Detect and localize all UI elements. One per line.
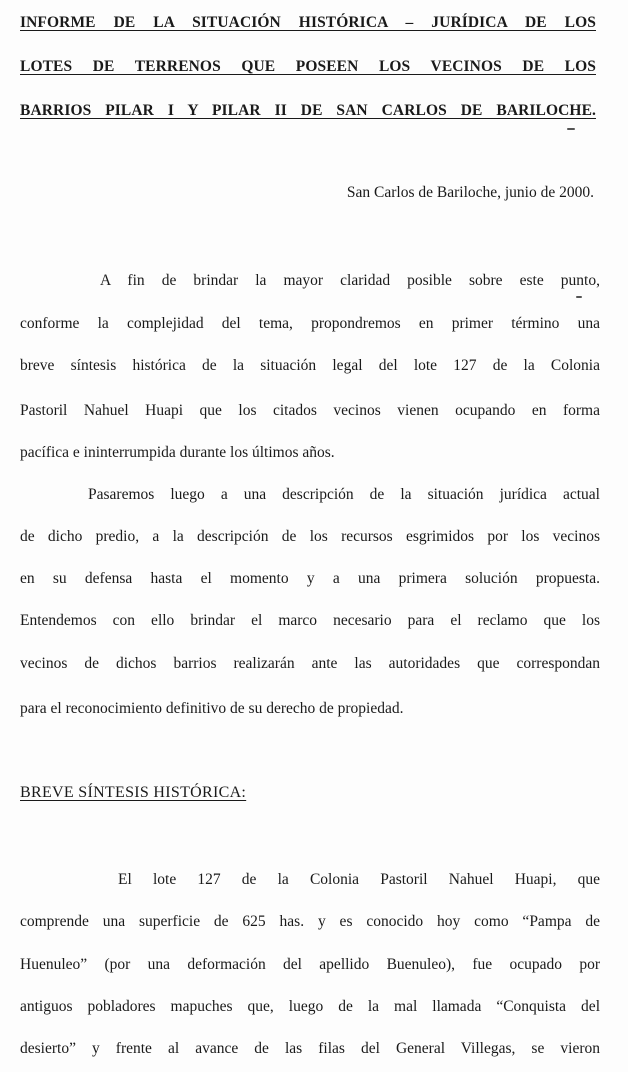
paragraph-1-line: pacífica e ininterrumpida durante los últimos años. — [20, 444, 335, 461]
section-heading: BREVE SÍNTESIS HISTÓRICA: — [20, 784, 247, 801]
paragraph-1-line: A fin de brindar la mayor claridad posible sobre este punto, — [100, 272, 600, 289]
paragraph-2-line: Entendemos con ello brindar el marco necesario para el reclamo que los — [20, 612, 600, 629]
paragraph-2-line: de dicho predio, a la descripción de los recursos esgrimidos por los vecinos — [20, 528, 600, 545]
paragraph-2-line: para el reconocimiento definitivo de su derecho de propiedad. — [20, 700, 404, 717]
paragraph-2-line: vecinos de dichos barrios realizarán ante las autoridades que correspondan — [20, 655, 600, 672]
paragraph-1-line: Pastoril Nahuel Huapi que los citados vecinos vienen ocupando en forma — [20, 402, 600, 419]
paragraph-3-line: El lote 127 de la Colonia Pastoril Nahuel Huapi, que — [118, 871, 600, 888]
scan-speck — [576, 296, 582, 298]
paragraph-2-line: en su defensa hasta el momento y a una primera solución propuesta. — [20, 570, 600, 587]
paragraph-3-line: desierto” y frente al avance de las filas del General Villegas, se vieron — [20, 1040, 600, 1057]
paragraph-3-line: Huenuleo” (por una deformación del apellido Buenuleo), fue ocupado por — [20, 956, 600, 973]
paragraph-2-line: Pasaremos luego a una descripción de la situación jurídica actual — [88, 486, 600, 503]
paragraph-3-line: antiguos pobladores mapuches que, luego de la mal llamada “Conquista del — [20, 998, 600, 1015]
place-and-date: San Carlos de Bariloche, junio de 2000. — [346, 184, 594, 201]
paragraph-3-line: comprende una superficie de 625 has. y es conocido hoy como “Pampa de — [20, 913, 600, 930]
paragraph-1-line: breve síntesis histórica de la situación legal del lote 127 de la Colonia — [20, 357, 600, 374]
title-line-1: INFORME DE LA SITUACIÓN HISTÓRICA – JURÍDICA DE LOS — [20, 14, 596, 31]
paragraph-1-line: conforme la complejidad del tema, propondremos en primer término una — [20, 315, 600, 332]
scan-speck — [567, 128, 575, 130]
title-line-3: BARRIOS PILAR I Y PILAR II DE SAN CARLOS DE BARILOCHE. — [20, 102, 596, 119]
title-line-2: LOTES DE TERRENOS QUE POSEEN LOS VECINOS DE LOS — [20, 58, 596, 75]
